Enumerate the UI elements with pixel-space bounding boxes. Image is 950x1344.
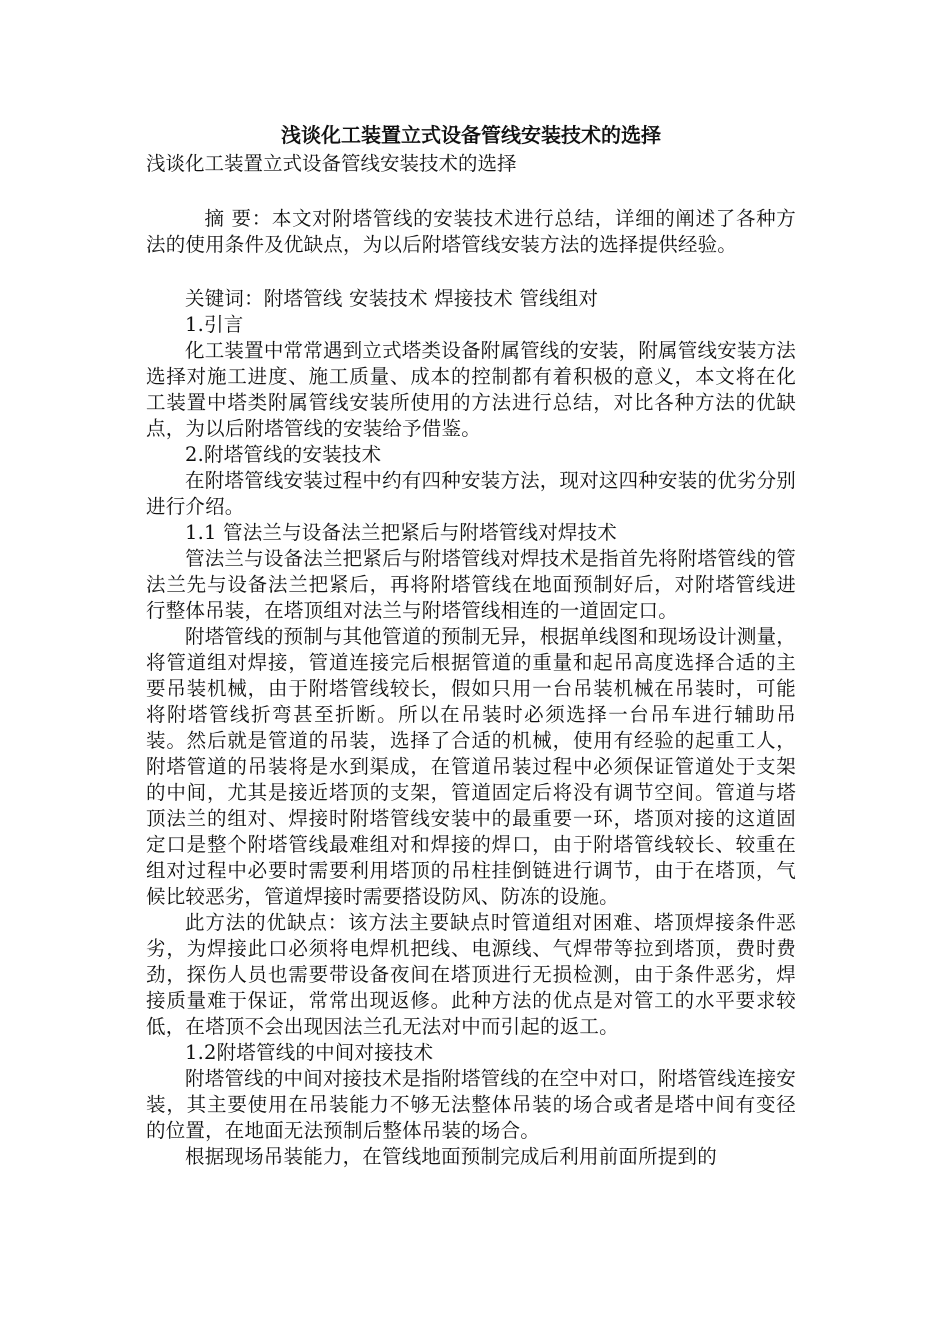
abstract-paragraph: 摘 要：本文对附塔管线的安装技术进行总结，详细的阐述了各种方法的使用条件及优缺点，为以后附塔管线安装方法的选择提供经验。 — [146, 207, 796, 256]
section-heading-install-tech: 2.附塔管线的安装技术 — [185, 443, 382, 466]
intro-paragraph: 化工装置中常常遇到立式塔类设备附属管线的安装，附属管线安装方法选择对施工进度、施工质量、成本的控制都有着积极的意义，本文将在化工装置中塔类附属管线安装所使用的方法进行总结，对比各种方法的优缺点，为以后附塔管线的安装给予借鉴。 — [146, 339, 796, 440]
section-1-1-paragraph-2: 附塔管线的预制与其他管道的预制无异，根据单线图和现场设计测量，将管道组对焊接，管道连接完后根据管道的重量和起吊高度选择合适的主要吊装机械，由于附塔管线较长，假如只用一台吊装机械在吊装时，可能将附塔管线折弯甚至折断。所以在吊装时必须选择一台吊车进行辅助吊装。然后就是管道的吊装，选择了合适的机械，使用有经验的起重工人，附塔管道的吊装将是水到渠成，在管道吊装过程中必须保证管道处于支架的中间，尤其是接近塔顶的支架，管道固定后将没有调节空间。管道与塔顶法兰的组对、焊接时附塔管线安装中的最重要一环，塔顶对接的这道固定口是整个附塔管线最难组对和焊接的焊口，由于附塔管线较长、较重在组对过程中必要时需要利用塔顶的吊柱挂倒链进行调节，由于在塔顶，气候比较恶劣，管道焊接时需要搭设防风、防冻的设施。 — [146, 625, 796, 908]
document-title: 浅谈化工装置立式设备管线安装技术的选择 — [281, 123, 661, 147]
section-1-2-paragraph-1: 附塔管线的中间对接技术是指附塔管线的在空中对口，附塔管线连接安装，其主要使用在吊装能力不够无法整体吊装的场合或者是塔中间有变径的位置，在地面无法预制后整体吊装的场合。 — [146, 1067, 796, 1142]
section-1-2-paragraph-2: 根据现场吊装能力，在管线地面预制完成后利用前面所提到的 — [185, 1145, 717, 1168]
section-heading-1-1: 1.1 管法兰与设备法兰把紧后与附塔管线对焊技术 — [185, 521, 618, 544]
spacer — [146, 258, 796, 286]
section-heading-1-2: 1.2附塔管线的中间对接技术 — [185, 1041, 434, 1064]
document-subtitle: 浅谈化工装置立式设备管线安装技术的选择 — [146, 152, 517, 175]
spacer — [146, 178, 796, 206]
section-1-1-paragraph-3: 此方法的优缺点：该方法主要缺点时管道组对困难、塔顶焊接条件恶劣，为焊接此口必须将电焊机把线、电源线、气焊带等拉到塔顶，费时费劲，探伤人员也需要带设备夜间在塔顶进行无损检测，由于条件恶劣，焊接质量难于保证，常常出现返修。此种方法的优点是对管工的水平要求较低，在塔顶不会出现因法兰孔无法对中而引起的返工。 — [146, 911, 796, 1038]
keywords-line: 关键词：附塔管线 安装技术 焊接技术 管线组对 — [185, 287, 599, 310]
section-1-1-paragraph-1: 管法兰与设备法兰把紧后与附塔管线对焊技术是指首先将附塔管线的管法兰先与设备法兰把紧后，再将附塔管线在地面预制好后，对附塔管线进行整体吊装，在塔顶组对法兰与附塔管线相连的一道固定口。 — [146, 547, 796, 622]
install-tech-paragraph: 在附塔管线安装过程中约有四种安装方法，现对这四种安装的优劣分别进行介绍。 — [146, 469, 796, 518]
document-page — [146, 120, 796, 1170]
section-heading-intro: 1.引言 — [185, 313, 244, 336]
